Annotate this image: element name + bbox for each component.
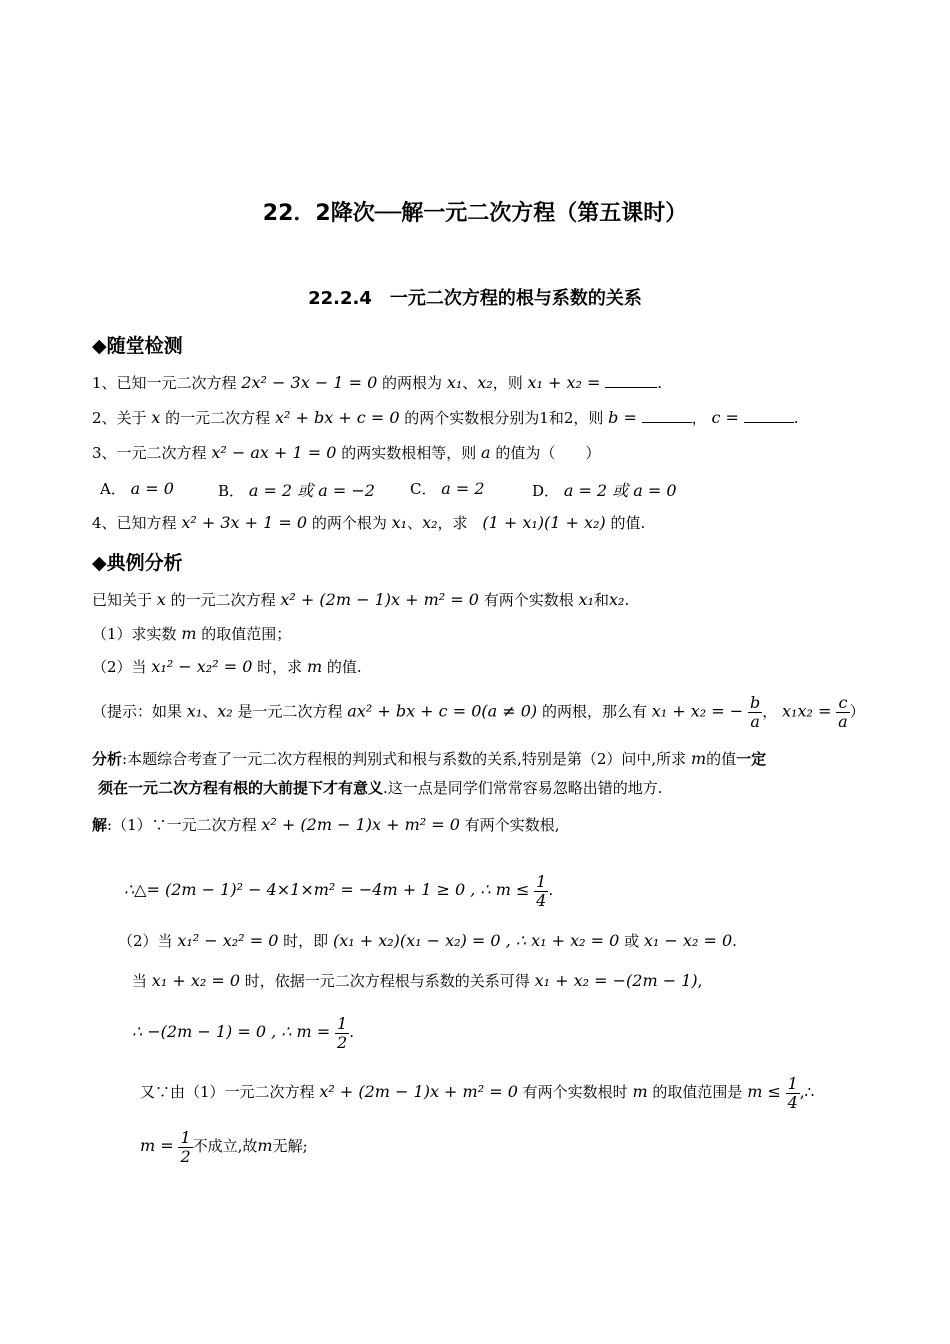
solution-l7-num: 1	[180, 1127, 191, 1147]
question-1	[92, 372, 662, 394]
solution-l4-equation: x₁ + x₂ = 0	[151, 971, 241, 990]
q3-option-d-expr: a = 2 或 a = 0	[563, 481, 677, 500]
q2-equation: x² + bx + c = 0	[274, 408, 400, 427]
part2-equation: x₁² − x₂² = 0	[151, 657, 253, 676]
page-subtitle: 22.2.4 一元二次方程的根与系数的关系	[308, 288, 642, 309]
hint-frac-den-a: a	[750, 712, 760, 731]
example-part-1	[92, 623, 291, 645]
solution-line-3	[118, 930, 737, 952]
part2-mid: 时，求	[257, 658, 303, 676]
q1-equation: 2x² − 3x − 1 = 0	[241, 373, 378, 392]
q3-option-b[interactable]	[218, 478, 375, 501]
example-part-2	[92, 656, 362, 678]
solution-l6-fraction	[786, 1075, 800, 1112]
q3-option-c-label: C．	[410, 480, 437, 498]
q3-option-c-expr: a = 2	[441, 479, 485, 498]
q3-var: a	[481, 443, 491, 462]
solution-l3-mid: 时，即	[283, 932, 329, 950]
q4-mid: 的两个根为	[311, 514, 387, 532]
solution-l3-end: .	[732, 932, 737, 950]
solution-l6-equation: x² + (2m − 1)x + m² = 0	[319, 1082, 518, 1101]
q2-mid2: 的两个实数根分别为1和2，则	[404, 409, 604, 427]
example-x1: x₁	[578, 590, 594, 609]
q4-equation: x² + 3x + 1 = 0	[181, 513, 308, 532]
q4-x2: x₂	[422, 513, 438, 532]
solution-l7-den: 2	[180, 1146, 191, 1166]
solution-l2-fraction	[534, 873, 548, 910]
example-and: 和	[593, 591, 609, 609]
solution-line-7	[140, 1128, 308, 1166]
solution-label: 解	[92, 816, 108, 834]
hint-mid: 是一元二次方程	[237, 702, 343, 721]
section-heading-practice: ◆随堂检测	[92, 335, 183, 357]
hint-frac-den-a2: a	[838, 712, 848, 731]
hint-comma: ，	[762, 702, 778, 721]
q2-b: b =	[608, 408, 637, 427]
hint-fraction-c-over-a	[836, 694, 850, 731]
solution-l6-mid: 有两个实数根时	[522, 1083, 628, 1101]
q2-var: x	[151, 408, 161, 427]
q3-option-d-label: D．	[532, 482, 560, 500]
solution-l6-equation2: m ≤	[747, 1082, 781, 1101]
q4-expression: (1 + x₁)(1 + x₂)	[482, 513, 606, 532]
example-end: .	[624, 591, 630, 609]
q2-mid1: 的一元二次方程	[165, 409, 271, 427]
solution-l2-end: .	[548, 881, 554, 899]
q1-prefix: 1、已知一元二次方程	[92, 374, 237, 392]
solution-l7-fraction	[178, 1129, 192, 1166]
solution-l2-den: 4	[536, 890, 547, 910]
solution-l3-equation2: (x₁ + x₂)(x₁ − x₂) = 0 , ∴ x₁ + x₂ = 0	[332, 931, 620, 950]
q3-end: 的值为（ ）	[495, 444, 601, 462]
q1-then: ，则	[492, 374, 523, 392]
hint-end: ）	[849, 702, 865, 721]
part1-text: （1）求实数	[92, 625, 177, 643]
part2-end: 的值.	[326, 658, 362, 676]
solution-l7-var: m	[257, 1136, 273, 1155]
example-prefix: 已知关于	[92, 591, 153, 609]
solution-l4-end: ,	[697, 972, 703, 990]
solution-l5-expr: ∴ −(2m − 1) = 0 , ∴ m =	[132, 1022, 331, 1041]
q3-option-c[interactable]	[410, 478, 485, 499]
solution-l3-pre: （2）当	[118, 932, 173, 950]
question-2	[92, 407, 799, 429]
solution-l6-mid2: 的取值范围是	[652, 1083, 743, 1101]
q4-end: 的值.	[610, 514, 646, 532]
question-4	[92, 512, 645, 534]
q3-option-b-expr: a = 2 或 a = −2	[248, 481, 375, 500]
solution-l7-mid: 不成立,故	[192, 1137, 258, 1155]
q1-mid: 的两根为	[382, 374, 443, 392]
q4-prefix: 4、已知方程	[92, 514, 177, 532]
solution-line-1	[92, 814, 560, 836]
solution-l4-equation2: x₁ + x₂ = −(2m − 1)	[534, 971, 698, 990]
solution-l1-end: 有两个实数根,	[464, 816, 560, 834]
q4-x1: x₁	[391, 513, 408, 532]
example-var: x	[156, 590, 166, 609]
part1-var: m	[181, 624, 197, 643]
solution-l6-var: m	[632, 1082, 648, 1101]
analysis-bold2: 须在一元二次方程有根的大前提下才有意义	[98, 779, 384, 797]
q1-answer-blank[interactable]	[605, 373, 657, 388]
q2-c: c =	[711, 408, 739, 427]
hint-fraction-b-over-a	[748, 694, 762, 731]
q4-ask: ，求	[437, 514, 468, 532]
analysis-line-2	[98, 777, 663, 799]
solution-l5-fraction	[335, 1015, 349, 1052]
analysis-line-1	[92, 748, 766, 770]
q2-prefix: 2、关于	[92, 409, 147, 427]
example-statement	[92, 589, 629, 611]
hint-tail: 的两根，那么有	[541, 702, 647, 721]
q1-end: .	[657, 374, 663, 392]
question-3	[92, 442, 600, 464]
q2-c-blank[interactable]	[744, 408, 794, 423]
q2-comma: ，	[691, 409, 707, 427]
part2-text: （2）当	[92, 658, 147, 676]
q3-option-d[interactable]	[532, 478, 677, 501]
solution-l5-den: 2	[337, 1032, 348, 1052]
hint-x2: x₂	[217, 701, 233, 721]
q3-mid: 的两实数根相等，则	[341, 444, 477, 462]
solution-l5-num: 1	[337, 1013, 348, 1033]
q2-end: .	[793, 409, 799, 427]
example-x2: x₂	[609, 590, 625, 609]
solution-l1-pre: :（1）∵一元二次方程	[107, 816, 257, 834]
solution-line-4	[132, 970, 702, 992]
solution-l7-end: 无解;	[272, 1137, 308, 1155]
solution-line-5	[132, 1014, 354, 1052]
hint-sum: x₁ + x₂ = −	[651, 701, 744, 721]
q3-prefix: 3、一元二次方程	[92, 444, 207, 462]
hint-product: x₁x₂ =	[782, 701, 832, 721]
solution-l6-den: 4	[787, 1092, 798, 1112]
solution-l6-end: ,∴	[799, 1083, 815, 1101]
solution-l2-expr: ∴△= (2m − 1)² − 4×1×m² = −4m + 1 ≥ 0 , ∴ m ≤	[124, 880, 530, 899]
analysis-bold1: 一定	[736, 750, 767, 768]
q4-sep: 、	[407, 514, 423, 532]
solution-l3-equation: x₁² − x₂² = 0	[177, 931, 279, 950]
q1-expression: x₁ + x₂ =	[527, 373, 601, 392]
solution-l1-equation: x² + (2m − 1)x + m² = 0	[261, 815, 460, 834]
hint-sep: 、	[202, 702, 218, 721]
q1-sep: 、	[462, 374, 478, 392]
analysis-text2: 的值	[706, 750, 737, 768]
solution-l6-num: 1	[787, 1073, 798, 1093]
hint-x1: x₁	[186, 701, 203, 721]
hint-prefix: （提示：如果	[92, 702, 183, 721]
solution-l4-pre: 当	[132, 972, 148, 990]
solution-l7-equation: m =	[140, 1136, 174, 1155]
part2-var: m	[306, 657, 323, 676]
solution-line-6	[140, 1074, 814, 1112]
hint-frac-num-b: b	[749, 693, 761, 712]
q3-option-a-label: A．	[100, 480, 126, 498]
example-tail: 有两个实数根	[483, 591, 574, 609]
q3-equation: x² − ax + 1 = 0	[211, 443, 337, 462]
example-mid: 的一元二次方程	[170, 591, 276, 609]
page-title: 22．2降次──解一元二次方程（第五课时）	[262, 201, 688, 226]
analysis-text3: .这一点是同学们常常容易忽略出错的地方.	[383, 779, 663, 797]
q3-option-a-expr: a = 0	[130, 479, 174, 498]
q1-x1: x₁	[446, 373, 463, 392]
q3-option-a[interactable]	[100, 478, 174, 499]
solution-l2-num: 1	[536, 871, 547, 891]
solution-l4-mid: 时，依据一元二次方程根与系数的关系可得	[244, 972, 530, 990]
solution-l6-pre: 又∵由（1）一元二次方程	[140, 1083, 315, 1101]
solution-l3-equation3: x₁ − x₂ = 0	[643, 931, 733, 950]
analysis-text1: :本题综合考查了一元二次方程根的判别式和根与系数的关系,特别是第（2）问中,所求	[122, 750, 687, 768]
q2-b-blank[interactable]	[642, 408, 692, 423]
hint-frac-num-c: c	[836, 694, 850, 713]
solution-l3-or: 或	[624, 932, 640, 950]
analysis-var: m	[690, 749, 707, 768]
hint	[92, 694, 865, 731]
hint-equation: ax² + bx + c = 0(a ≠ 0)	[347, 701, 538, 721]
section-heading-examples: ◆典例分析	[92, 552, 183, 574]
solution-line-2	[124, 872, 553, 910]
part1-end: 的取值范围；	[201, 625, 292, 643]
analysis-label: 分析	[92, 750, 123, 768]
q3-option-b-label: B．	[218, 482, 245, 500]
solution-l5-end: .	[349, 1023, 354, 1041]
example-equation: x² + (2m − 1)x + m² = 0	[280, 590, 479, 609]
q1-x2: x₂	[477, 373, 493, 392]
